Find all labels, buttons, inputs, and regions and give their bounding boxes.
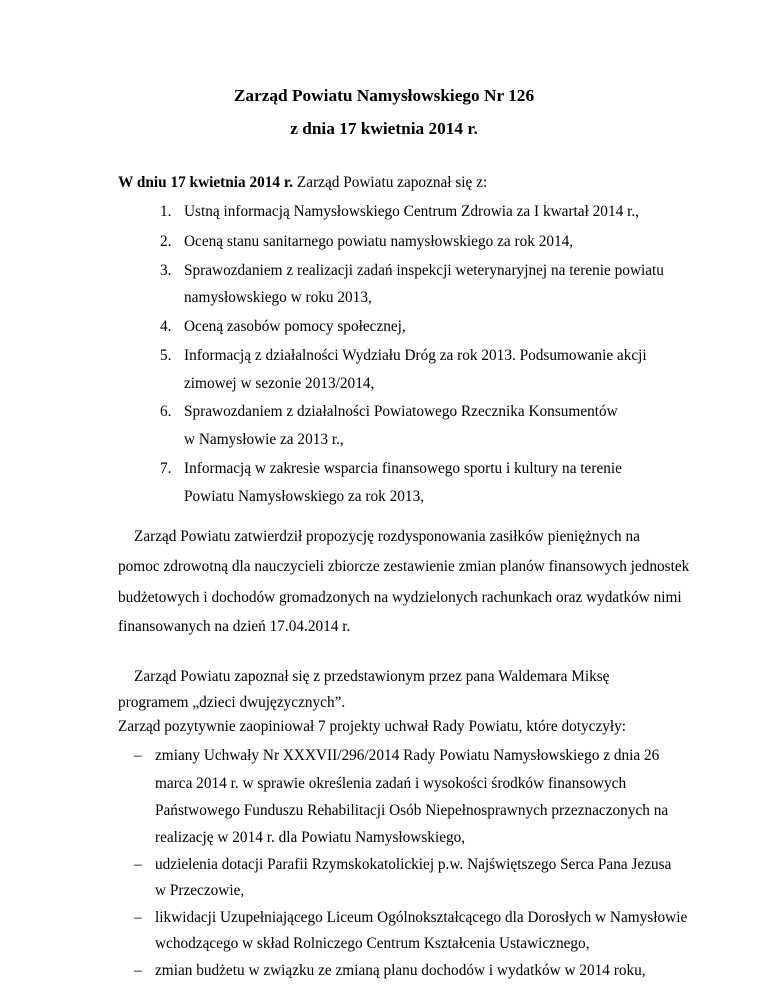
list-number: 4. [160,318,172,335]
bullet-item-cont: Państwowego Funduszu Rehabilitacji Osób Niepełnosprawnych przeznaczonych na [155,802,669,820]
bullet-dash: – [134,962,142,979]
list-item-cont: namysłowskiego w roku 2013, [184,288,372,306]
list-item: Sprawozdaniem z realizacji zadań inspekcji weterynaryjnej na terenie powiatu [184,262,664,280]
paragraph-line: budżetowych i dochodów gromadzonych na wydzielonych rachunkach oraz wydatków nimi [118,588,682,606]
bullet-item-cont: realizację w 2014 r. dla Powiatu Namysłowskiego, [155,829,466,846]
paragraph-line: Zarząd Powiatu zapoznał się z przedstawionym przez pana Waldemara Miksę [134,668,610,686]
list-item: Informacją w zakresie wsparcia finansowego sportu i kultury na terenie [184,460,622,478]
intro-date: W dniu 17 kwietnia 2014 r. [118,174,294,191]
list-item: Oceną stanu sanitarnego powiatu namysłowskiego za rok 2014, [184,232,574,250]
list-number: 5. [160,347,172,365]
intro-line [118,174,487,192]
bullet-item-cont: marca 2014 r. w sprawie określenia zadań i wysokości środków finansowych [155,774,627,792]
list-number: 1. [160,203,172,221]
list-item: Sprawozdaniem z działalności Powiatowego Rzecznika Konsumentów [184,403,618,421]
intro-text: Zarząd Powiatu zapoznał się z: [293,174,488,191]
bullet-dash: – [134,908,142,926]
list-number: 2. [160,232,172,250]
list-item-cont: zimowej w sezonie 2013/2014, [184,374,375,392]
list-number: 6. [160,403,172,421]
document-date: z dnia 17 kwietnia 2014 r. [290,119,478,138]
bullet-item: likwidacji Uzupełniającego Liceum Ogólnokształcącego dla Dorosłych w Namysłowie [155,908,688,926]
paragraph-line: Zarząd Powiatu zatwierdził propozycję rozdysponowania zasiłków pieniężnych na [134,528,640,546]
paragraph-line: pomoc zdrowotną dla nauczycieli zbiorcze zestawienie zmian planów finansowych jednostek [118,558,690,576]
bullet-item: zmiany Uchwały Nr XXXVII/296/2014 Rady Powiatu Namysłowskiego z dnia 26 [155,747,660,765]
list-item-cont: Powiatu Namysłowskiego za rok 2013, [184,487,425,505]
list-number: 3. [160,262,172,280]
document-title: Zarząd Powiatu Namysłowskiego Nr 126 [233,86,535,105]
list-item: Informacją z działalności Wydziału Dróg za rok 2013. Podsumowanie akcji [184,347,647,365]
paragraph-line: programem „dzieci dwujęzycznych”. [118,694,346,712]
bullet-item: udzielenia dotacji Parafii Rzymskokatolickiej p.w. Najświętszego Serca Pana Jezusa [155,855,672,873]
list-item: Oceną zasobów pomocy społecznej, [184,318,406,335]
paragraph-line: Zarząd pozytywnie zaopiniował 7 projekty uchwał Rady Powiatu, które dotyczyły: [118,718,627,735]
bullet-item-cont: w Przeczowie, [155,882,245,900]
list-number: 7. [160,460,172,478]
bullet-item: zmian budżetu w związku ze zmianą planu dochodów i wydatków w 2014 roku, [155,962,646,979]
paragraph-line: finansowanych na dzień 17.04.2014 r. [118,618,351,635]
bullet-dash: – [134,747,142,765]
bullet-dash: – [134,855,142,873]
list-item-cont: w Namysłowie za 2013 r., [184,430,344,448]
bullet-item-cont: wchodzącego w skład Rolniczego Centrum Kształcenia Ustawicznego, [155,935,590,953]
list-item: Ustną informacją Namysłowskiego Centrum Zdrowia za I kwartał 2014 r., [184,203,639,221]
